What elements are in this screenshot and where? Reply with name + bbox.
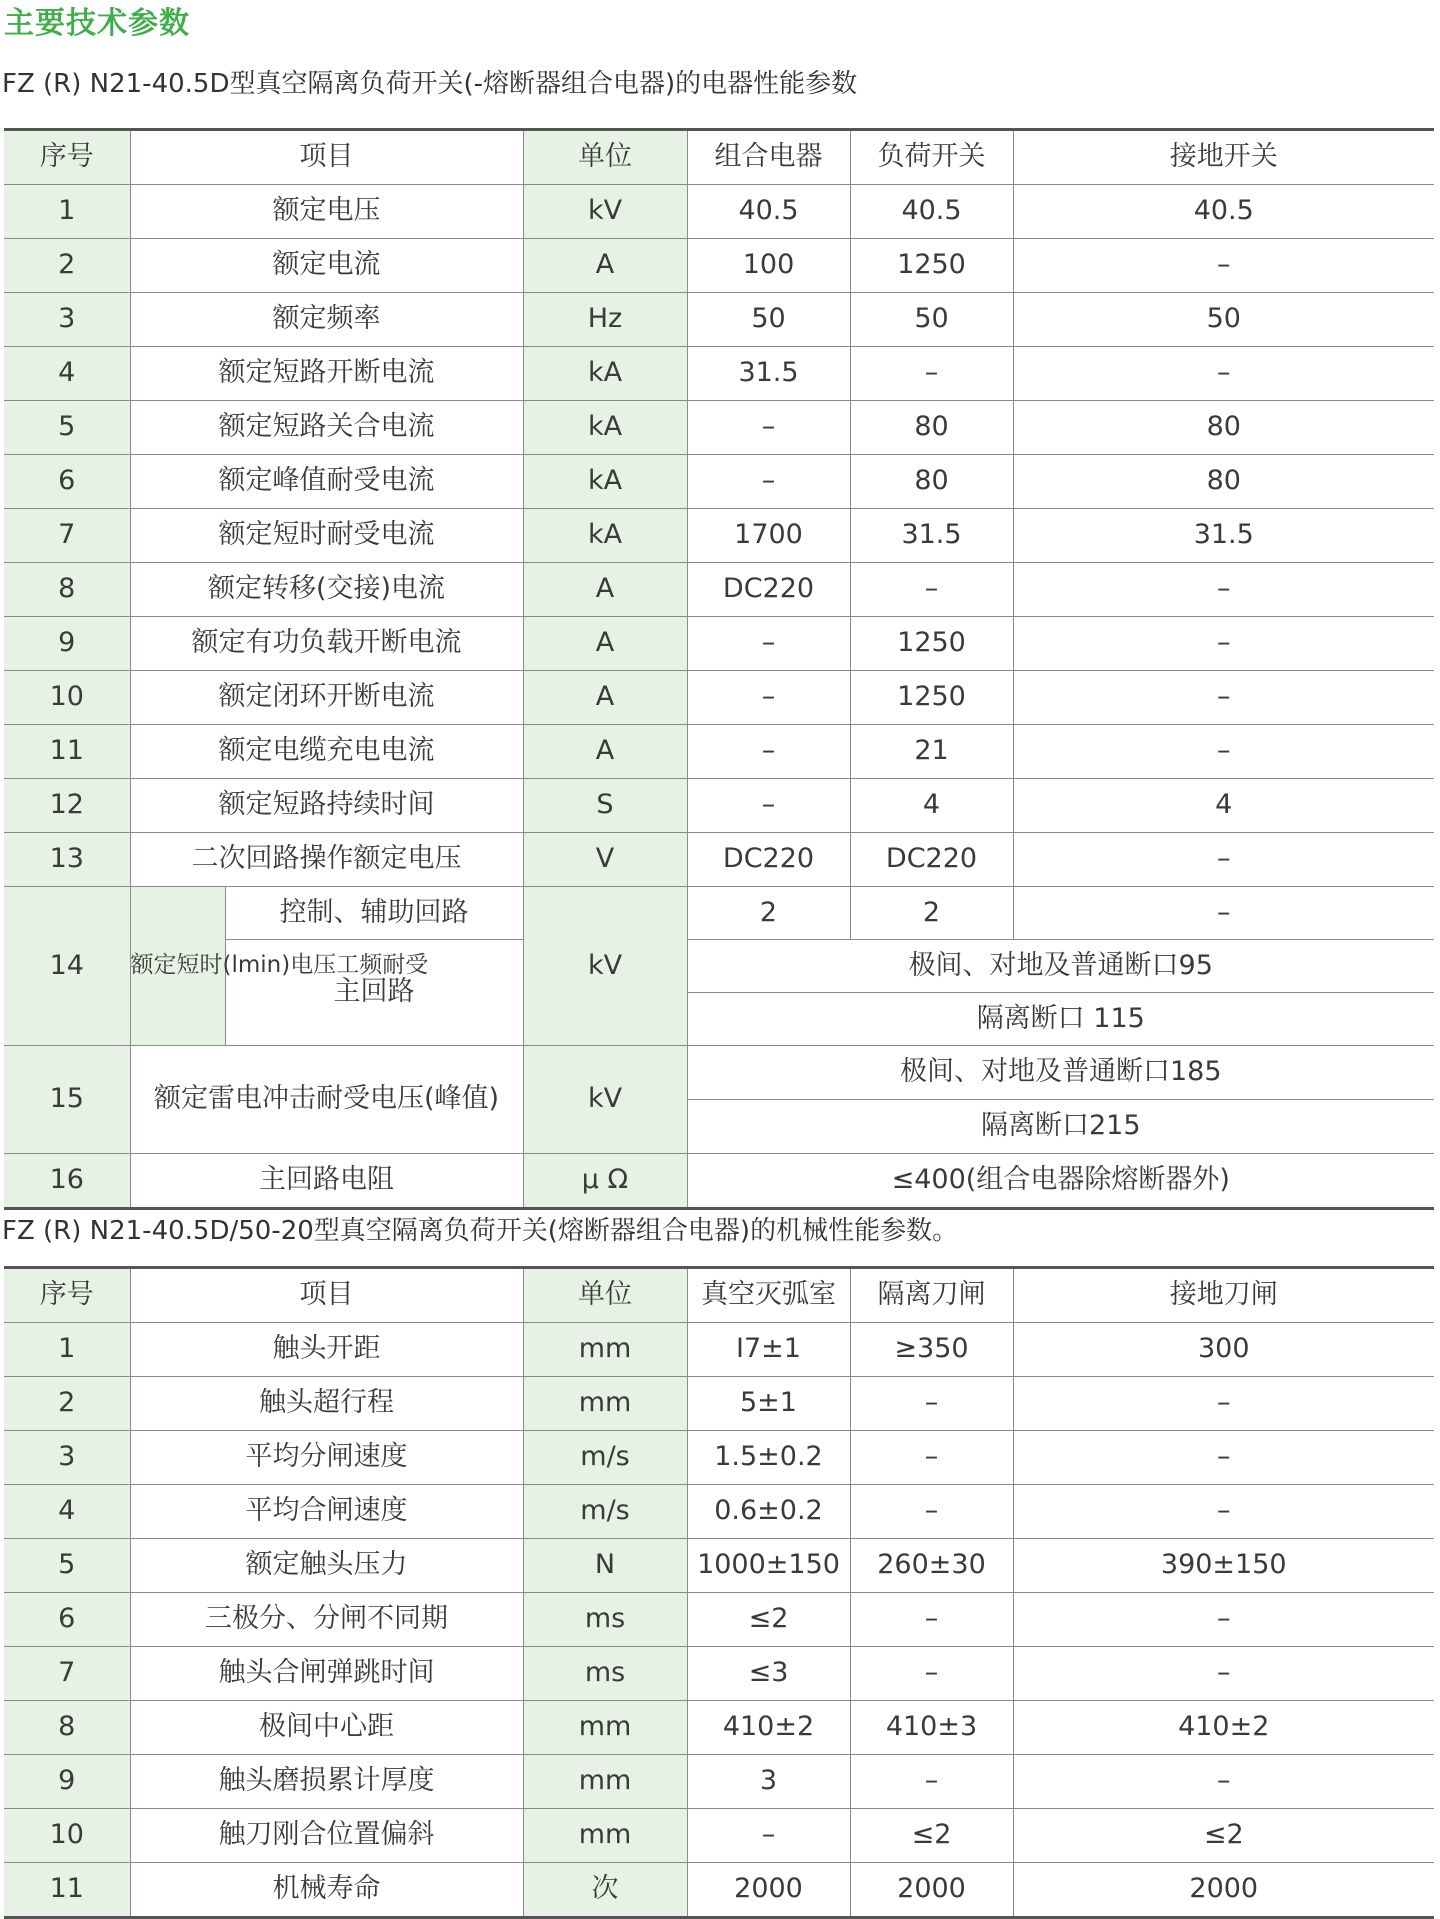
table-row-15 [4, 1046, 1434, 1100]
unit: A [523, 563, 687, 617]
table-row [4, 1593, 1434, 1647]
table-row [4, 1485, 1434, 1539]
unit: A [523, 671, 687, 725]
row-number: 1 [4, 185, 130, 239]
row-number: 13 [4, 833, 130, 887]
table-row [4, 1809, 1434, 1863]
vacuum-interrupter-value: 1.5±0.2 [687, 1431, 850, 1485]
unit: mm [523, 1323, 687, 1377]
withstand-group-label: 额定短时(lmin)电压工频耐受 [130, 887, 225, 1046]
combination-value: DC220 [687, 833, 850, 887]
load-switch-value: 40.5 [850, 185, 1013, 239]
table-row [4, 1647, 1434, 1701]
unit: kV [523, 185, 687, 239]
unit: ms [523, 1647, 687, 1701]
load-switch-value: 1250 [850, 617, 1013, 671]
load-switch-value: – [850, 563, 1013, 617]
unit: mm [523, 1377, 687, 1431]
unit: S [523, 779, 687, 833]
main-circuit-isolating-value: 隔离断口 115 [687, 993, 1434, 1046]
main-circuit: 主回路 [225, 940, 523, 1046]
combination-value: 50 [687, 293, 850, 347]
unit: N [523, 1539, 687, 1593]
vacuum-interrupter-value: 410±2 [687, 1701, 850, 1755]
earthing-switch-value: – [1013, 347, 1434, 401]
header-row [4, 130, 1434, 185]
item-name: 平均分闸速度 [130, 1431, 523, 1485]
earthing-blade-value: – [1013, 1593, 1434, 1647]
row-number: 8 [4, 1701, 130, 1755]
earthing-blade-value: 410±2 [1013, 1701, 1434, 1755]
item-name: 额定雷电冲击耐受电压(峰值) [130, 1046, 523, 1154]
item-name: 额定电压 [130, 185, 523, 239]
item-name: 机械寿命 [130, 1863, 523, 1918]
table-row [4, 779, 1434, 833]
vacuum-interrupter-value: ≤3 [687, 1647, 850, 1701]
combination-value: 1700 [687, 509, 850, 563]
item-name: 平均合闸速度 [130, 1485, 523, 1539]
row-number: 7 [4, 509, 130, 563]
header-row [4, 1268, 1434, 1323]
table-row-14 [4, 887, 1434, 940]
combination-value: DC220 [687, 563, 850, 617]
table-row [4, 671, 1434, 725]
item-name: 额定转移(交接)电流 [130, 563, 523, 617]
page-title: 主要技术参数 [4, 6, 190, 41]
earthing-blade-value: 390±150 [1013, 1539, 1434, 1593]
table-row [4, 239, 1434, 293]
isolating-blade-value: – [850, 1755, 1013, 1809]
unit: kV [523, 887, 687, 1046]
earthing-switch-value: – [1013, 671, 1434, 725]
row-number: 12 [4, 779, 130, 833]
row-number: 3 [4, 293, 130, 347]
unit: kA [523, 347, 687, 401]
row-number: 10 [4, 671, 130, 725]
item-name: 额定短路关合电流 [130, 401, 523, 455]
load-switch-value: 1250 [850, 671, 1013, 725]
unit: ms [523, 1593, 687, 1647]
table-row [4, 563, 1434, 617]
row-number: 14 [4, 887, 130, 1046]
load-switch-value: 2 [850, 887, 1013, 940]
combination-value: – [687, 671, 850, 725]
unit: m/s [523, 1431, 687, 1485]
unit: kA [523, 401, 687, 455]
unit: A [523, 239, 687, 293]
vacuum-interrupter-value: 1000±150 [687, 1539, 850, 1593]
unit: m/s [523, 1485, 687, 1539]
combination-value: – [687, 617, 850, 671]
table-row [4, 1323, 1434, 1377]
earthing-switch-value: – [1013, 887, 1434, 940]
item-name: 触刀刚合位置偏斜 [130, 1809, 523, 1863]
header-no: 序号 [4, 130, 130, 185]
isolating-blade-value: – [850, 1431, 1013, 1485]
item-name: 触头合闸弹跳时间 [130, 1647, 523, 1701]
combination-value: – [687, 401, 850, 455]
item-name: 三极分、分闸不同期 [130, 1593, 523, 1647]
vacuum-interrupter-value: – [687, 1809, 850, 1863]
item-name: 额定有功负载开断电流 [130, 617, 523, 671]
earthing-switch-value: – [1013, 725, 1434, 779]
table-row-16 [4, 1154, 1434, 1209]
row-number: 1 [4, 1323, 130, 1377]
table-row [4, 401, 1434, 455]
electrical-params-table [4, 128, 1434, 1210]
combination-value: 31.5 [687, 347, 850, 401]
unit: Hz [523, 293, 687, 347]
item-name: 二次回路操作额定电压 [130, 833, 523, 887]
earthing-switch-value: – [1013, 833, 1434, 887]
row-number: 4 [4, 1485, 130, 1539]
table-row [4, 1539, 1434, 1593]
isolating-blade-value: 410±3 [850, 1701, 1013, 1755]
header-combination: 组合电器 [687, 130, 850, 185]
item-name: 额定闭环开断电流 [130, 671, 523, 725]
item-name: 额定电流 [130, 239, 523, 293]
earthing-blade-value: – [1013, 1755, 1434, 1809]
unit: V [523, 833, 687, 887]
vacuum-interrupter-value: 0.6±0.2 [687, 1485, 850, 1539]
item-name: 主回路电阻 [130, 1154, 523, 1209]
isolating-blade-value: – [850, 1377, 1013, 1431]
unit: mm [523, 1809, 687, 1863]
header-item: 项目 [130, 130, 523, 185]
lightning-common-value: 极间、对地及普通断口185 [687, 1046, 1434, 1100]
header-earthing-blade: 接地刀闸 [1013, 1268, 1434, 1323]
mechanical-params-table [4, 1266, 1434, 1919]
row-number: 8 [4, 563, 130, 617]
header-no: 序号 [4, 1268, 130, 1323]
item-name: 触头超行程 [130, 1377, 523, 1431]
earthing-switch-value: 80 [1013, 401, 1434, 455]
item-name: 极间中心距 [130, 1701, 523, 1755]
earthing-switch-value: 50 [1013, 293, 1434, 347]
load-switch-value: – [850, 347, 1013, 401]
isolating-blade-value: – [850, 1647, 1013, 1701]
row-number: 11 [4, 725, 130, 779]
item-name: 额定短路持续时间 [130, 779, 523, 833]
electrical-table-title: FZ (R) N21-40.5D型真空隔离负荷开关(-熔断器组合电器)的电器性能参数 [2, 69, 858, 99]
row-number: 4 [4, 347, 130, 401]
unit: A [523, 725, 687, 779]
row-number: 3 [4, 1431, 130, 1485]
unit: μ Ω [523, 1154, 687, 1209]
table-row [4, 833, 1434, 887]
unit: 次 [523, 1863, 687, 1918]
combination-value: – [687, 455, 850, 509]
row-number: 15 [4, 1046, 130, 1154]
item-name: 触头开距 [130, 1323, 523, 1377]
combination-value: 100 [687, 239, 850, 293]
item-name: 额定峰值耐受电流 [130, 455, 523, 509]
earthing-blade-value: 2000 [1013, 1863, 1434, 1918]
table-row [4, 1755, 1434, 1809]
item-name: 额定频率 [130, 293, 523, 347]
unit: mm [523, 1701, 687, 1755]
row-number: 10 [4, 1809, 130, 1863]
earthing-switch-value: – [1013, 617, 1434, 671]
item-name: 额定电缆充电电流 [130, 725, 523, 779]
header-unit: 单位 [523, 1268, 687, 1323]
earthing-blade-value: – [1013, 1431, 1434, 1485]
mechanical-table-title: FZ (R) N21-40.5D/50-20型真空隔离负荷开关(熔断器组合电器)的机械性能参数。 [2, 1216, 959, 1246]
header-item: 项目 [130, 1268, 523, 1323]
vacuum-interrupter-value: 2000 [687, 1863, 850, 1918]
load-switch-value: 50 [850, 293, 1013, 347]
table-row [4, 725, 1434, 779]
main-circuit-resistance-value: ≤400(组合电器除熔断器外) [687, 1154, 1434, 1209]
combination-value: 40.5 [687, 185, 850, 239]
main-circuit-common-value: 极间、对地及普通断口95 [687, 940, 1434, 993]
table-row [4, 1431, 1434, 1485]
item-name: 额定触头压力 [130, 1539, 523, 1593]
unit: mm [523, 1755, 687, 1809]
earthing-blade-value: – [1013, 1485, 1434, 1539]
combination-value: – [687, 725, 850, 779]
item-name: 触头磨损累计厚度 [130, 1755, 523, 1809]
header-isolating-blade: 隔离刀闸 [850, 1268, 1013, 1323]
earthing-blade-value: – [1013, 1377, 1434, 1431]
load-switch-value: 21 [850, 725, 1013, 779]
table-row [4, 1701, 1434, 1755]
isolating-blade-value: – [850, 1485, 1013, 1539]
row-number: 9 [4, 617, 130, 671]
vacuum-interrupter-value: 5±1 [687, 1377, 850, 1431]
unit: kV [523, 1046, 687, 1154]
item-name: 额定短时耐受电流 [130, 509, 523, 563]
table-row [4, 1863, 1434, 1918]
isolating-blade-value: 2000 [850, 1863, 1013, 1918]
table-row [4, 617, 1434, 671]
row-number: 11 [4, 1863, 130, 1918]
lightning-isolating-value: 隔离断口215 [687, 1100, 1434, 1154]
load-switch-value: 80 [850, 401, 1013, 455]
header-earthing-switch: 接地开关 [1013, 130, 1434, 185]
combination-value: 2 [687, 887, 850, 940]
earthing-switch-value: 80 [1013, 455, 1434, 509]
table-row [4, 1377, 1434, 1431]
unit: kA [523, 509, 687, 563]
table-row [4, 509, 1434, 563]
table-row [4, 185, 1434, 239]
vacuum-interrupter-value: 3 [687, 1755, 850, 1809]
row-number: 7 [4, 1647, 130, 1701]
earthing-switch-value: 31.5 [1013, 509, 1434, 563]
table-row [4, 293, 1434, 347]
unit: A [523, 617, 687, 671]
earthing-switch-value: – [1013, 239, 1434, 293]
load-switch-value: 31.5 [850, 509, 1013, 563]
earthing-blade-value: ≤2 [1013, 1809, 1434, 1863]
load-switch-value: 4 [850, 779, 1013, 833]
isolating-blade-value: ≤2 [850, 1809, 1013, 1863]
row-number: 5 [4, 401, 130, 455]
row-number: 9 [4, 1755, 130, 1809]
earthing-switch-value: – [1013, 563, 1434, 617]
earthing-blade-value: 300 [1013, 1323, 1434, 1377]
isolating-blade-value: 260±30 [850, 1539, 1013, 1593]
row-number: 2 [4, 1377, 130, 1431]
earthing-blade-value: – [1013, 1647, 1434, 1701]
row-number: 5 [4, 1539, 130, 1593]
isolating-blade-value: ≥350 [850, 1323, 1013, 1377]
vacuum-interrupter-value: ≤2 [687, 1593, 850, 1647]
row-number: 16 [4, 1154, 130, 1209]
row-number: 6 [4, 1593, 130, 1647]
load-switch-value: 80 [850, 455, 1013, 509]
vacuum-interrupter-value: I7±1 [687, 1323, 850, 1377]
unit: kA [523, 455, 687, 509]
header-unit: 单位 [523, 130, 687, 185]
header-vacuum-interrupter: 真空灭弧室 [687, 1268, 850, 1323]
isolating-blade-value: – [850, 1593, 1013, 1647]
item-name: 额定短路开断电流 [130, 347, 523, 401]
combination-value: – [687, 779, 850, 833]
table-row [4, 455, 1434, 509]
row-number: 6 [4, 455, 130, 509]
load-switch-value: DC220 [850, 833, 1013, 887]
earthing-switch-value: 40.5 [1013, 185, 1434, 239]
header-load-switch: 负荷开关 [850, 130, 1013, 185]
table-row [4, 347, 1434, 401]
earthing-switch-value: 4 [1013, 779, 1434, 833]
row-number: 2 [4, 239, 130, 293]
control-auxiliary-circuit: 控制、辅助回路 [225, 887, 523, 940]
load-switch-value: 1250 [850, 239, 1013, 293]
